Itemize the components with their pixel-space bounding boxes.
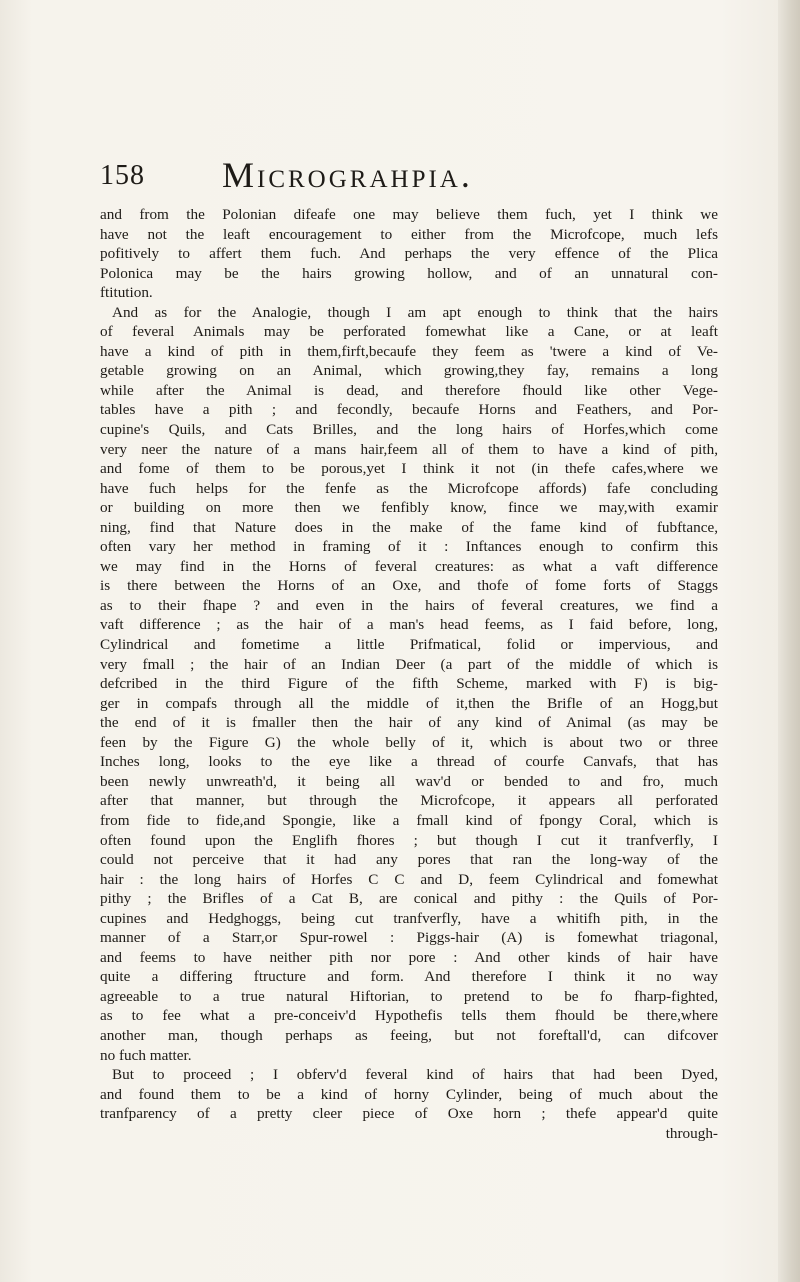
- text-line: as to fee what a pre-conceiv'd Hypothefis tells them fhould be there,where: [100, 1007, 718, 1025]
- text-line: defcribed in the third Figure of the fifth Scheme, marked with F) is big-: [100, 675, 718, 693]
- text-line: pithy ; the Brifles of a Cat B, are conical and pithy : the Quils of Por-: [100, 890, 718, 908]
- text-line: very fmall ; the hair of an Indian Deer (a part of the middle of which is: [100, 655, 718, 673]
- text-line: vaft difference ; as the hair of a man's head feems, as I faid before, long,: [100, 616, 718, 634]
- text-line: ning, find that Nature does in the make of the fame kind of fubftance,: [100, 518, 718, 536]
- text-line: while after the Animal is dead, and therefore fhould like other Vege-: [100, 381, 718, 399]
- text-line: feen by the Figure G) the whole belly of it, which is about two or three: [100, 733, 718, 751]
- running-title: Micrograhpia.: [222, 155, 473, 195]
- text-line: pofitively to affert them fuch. And perhaps the very effence of the Plica: [100, 245, 718, 263]
- text-line: as to their fhape ? and even in the hairs of feveral creatures, we find a: [100, 596, 718, 614]
- text-line: have a kind of pith in them,firft,becaufe they feem as 'twere a kind of Ve-: [100, 342, 718, 360]
- text-line: and fome of them to be porous,yet I think it not (in thefe cafes,where we: [100, 460, 718, 478]
- text-line: often found upon the Englifh fhores ; but though I cut it tranfverfly, I: [100, 831, 718, 849]
- text-line: quite a differing ftructure and form. And therefore I think it no way: [100, 968, 718, 986]
- text-line: could not perceive that it had any pores that ran the long-way of the: [100, 851, 718, 869]
- text-line: tranfparency of a pretty cleer piece of Oxe horn ; thefe appear'd quite: [100, 1105, 718, 1123]
- text-line: ftitution.: [100, 284, 153, 302]
- text-line: and found them to be a kind of horny Cylinder, being of much about the: [100, 1085, 718, 1103]
- text-line: have not the leaft encouragement to either from the Microfcope, much lefs: [100, 225, 718, 243]
- text-line: manner of a Starr,or Spur-rowel : Piggs-hair (A) is fomewhat triagonal,: [100, 929, 718, 947]
- text-line: tables have a pith ; and fecondly, becaufe Horns and Feathers, and Por-: [100, 401, 718, 419]
- text-line: from fide to fide,and Spongie, like a fmall kind of fpongy Coral, which is: [100, 811, 718, 829]
- text-line: cupines and Hedghoggs, being cut tranfverfly, have a whitifh pith, in the: [100, 909, 718, 927]
- text-line: been newly unwreath'd, it being all wav'd or bended to and fro, much: [100, 772, 718, 790]
- page-header: [100, 155, 740, 200]
- text-line: cupine's Quils, and Cats Brilles, and the long hairs of Horfes,which come: [100, 421, 718, 439]
- text-line: hair : the long hairs of Horfes C C and D, feem Cylindrical and fomewhat: [100, 870, 718, 888]
- catchword: through-: [665, 1124, 718, 1142]
- text-line: no fuch matter.: [100, 1046, 192, 1064]
- text-line: often vary her method in framing of it : Inftances enough to confirm this: [100, 538, 718, 556]
- text-line: Inches long, looks to the eye like a thread of courfe Canvafs, that has: [100, 753, 718, 771]
- text-line: Cylindrical and fometime a little Prifmatical, folid or impervious, and: [100, 636, 718, 654]
- text-line: very neer the nature of a mans hair,feem all of them to have a kind of pith,: [100, 440, 718, 458]
- text-line: another man, though perhaps as feeing, but not foreftall'd, can difcover: [100, 1026, 718, 1044]
- text-line: or building on more then we fenfibly know, fince we may,with examir: [100, 499, 718, 517]
- text-line: ger in compafs through all the middle of it,then the Brifle of an Hogg,but: [100, 694, 718, 712]
- page-edge: [778, 0, 800, 1282]
- body-text: [100, 205, 718, 1143]
- text-line: and from the Polonian difeafe one may believe them fuch, yet I think we: [100, 206, 718, 223]
- page-number: 158: [100, 160, 145, 191]
- text-line: getable growing on an Animal, which growing,they fay, remains a long: [100, 362, 718, 380]
- text-line: and feems to have neither pith nor pore : And other kinds of hair have: [100, 948, 718, 966]
- text-line: But to proceed ; I obferv'd feveral kind of hairs that had been Dyed,: [112, 1066, 718, 1084]
- text-line: the end of it is fmaller then the hair of any kind of Animal (as may be: [100, 714, 718, 732]
- text-line: of feveral Animals may be perforated fomewhat like a Cane, or at leaft: [100, 323, 718, 341]
- text-line: have fuch helps for the fenfe as the Microfcope affords) fafe concluding: [100, 479, 718, 497]
- text-line: agreeable to a true natural Hiftorian, to pretend to be fo fharp-fighted,: [100, 987, 718, 1005]
- text-line: And as for the Analogie, though I am apt enough to think that the hairs: [112, 303, 718, 321]
- text-line: after that manner, but through the Microfcope, it appears all perforated: [100, 792, 718, 810]
- text-line: is there between the Horns of an Oxe, and thofe of fome forts of Staggs: [100, 577, 718, 595]
- text-line: we may find in the Horns of feveral creatures: as what a vaft difference: [100, 557, 718, 575]
- text-line: Polonica may be the hairs growing hollow, and of an unnatural con-: [100, 264, 718, 282]
